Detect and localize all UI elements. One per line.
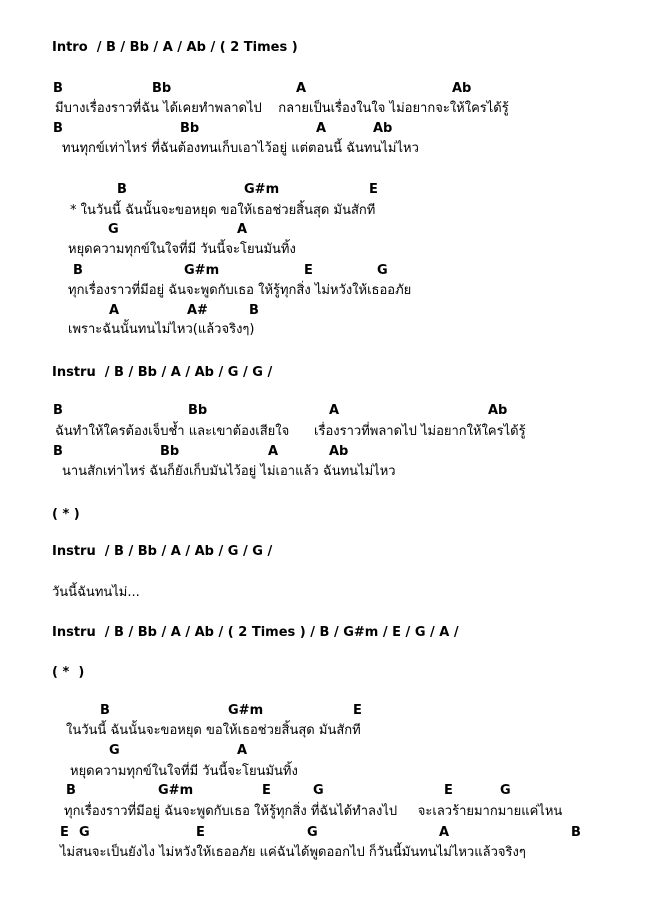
chorus-repeat-marker: ( * ) bbox=[52, 507, 80, 522]
chord: B bbox=[117, 182, 127, 197]
chord: G bbox=[313, 783, 324, 798]
instru-line-2: Instru / B / Bb / A / Ab / G / G / bbox=[52, 544, 273, 559]
spoken-line: วันนี้ฉันทนไม่... bbox=[52, 585, 140, 600]
lyric-line: เพราะฉันนั้นทนไม่ไหว(แล้วจริงๆ) bbox=[68, 322, 255, 337]
chord: A bbox=[329, 403, 340, 418]
lyric-line: * ในวันนี้ ฉันนั้นจะขอหยุด ขอให้เธอช่วยสิ้นสุด มันสักที bbox=[70, 203, 376, 218]
chord: B bbox=[53, 121, 63, 136]
chord: E bbox=[444, 783, 453, 798]
chord: B bbox=[53, 81, 63, 96]
chord: G#m bbox=[244, 182, 280, 197]
chord: Bb bbox=[180, 121, 200, 136]
chord: B bbox=[53, 444, 63, 459]
lyric-line: ทนทุกข์เท่าไหร่ ที่ฉันต้องทนเก็บเอาไว้อยู่ แต่ตอนนี้ ฉันทนไม่ไหว bbox=[62, 141, 419, 156]
chord: G bbox=[108, 222, 119, 237]
chord: A bbox=[109, 303, 120, 318]
lyric-line: นานสักเท่าไหร่ ฉันก็ยังเก็บมันไว้อยู่ ไม่เอาแล้ว ฉันทนไม่ไหว bbox=[62, 464, 396, 479]
chord: B bbox=[100, 703, 110, 718]
chord: G bbox=[307, 825, 318, 840]
lyric-line: ทุกเรื่องราวที่มีอยู่ ฉันจะพูดกับเธอ ให้รู้ทุกสิ่ง ที่ฉันได้ทำลงไป จะเลวร้ายมากมายแค่ไหน bbox=[64, 804, 563, 819]
chord: A bbox=[268, 444, 279, 459]
chord: G#m bbox=[158, 783, 194, 798]
chord: G bbox=[109, 743, 120, 758]
chord: G bbox=[500, 783, 511, 798]
chord: A bbox=[237, 743, 248, 758]
chord: G#m bbox=[184, 263, 220, 278]
intro-line: Intro / B / Bb / A / Ab / ( 2 Times ) bbox=[52, 40, 298, 55]
chord: A bbox=[439, 825, 450, 840]
chord: A bbox=[296, 81, 307, 96]
lyric-line: ในวันนี้ ฉันนั้นจะขอหยุด ขอให้เธอช่วยสิ้นสุด มันสักที bbox=[66, 723, 361, 738]
chord: Ab bbox=[373, 121, 393, 136]
chord: Ab bbox=[452, 81, 472, 96]
chord: Bb bbox=[160, 444, 180, 459]
chord: Ab bbox=[488, 403, 508, 418]
lyric-line: มีบางเรื่องราวที่ฉัน ได้เคยทำพลาดไป กลายเป็นเรื่องในใจ ไม่อยากจะให้ใครได้รู้ bbox=[55, 101, 509, 116]
chord: G bbox=[79, 825, 90, 840]
chord: B bbox=[249, 303, 259, 318]
chord: B bbox=[73, 263, 83, 278]
chord: A bbox=[316, 121, 327, 136]
lyric-line: ไม่สนจะเป็นยังไง ไม่หวังให้เธออภัย แค่ฉันได้พูดออกไป ก็วันนี้มันทนไม่ไหวแล้วจริงๆ bbox=[60, 845, 526, 860]
chord: B bbox=[571, 825, 581, 840]
instru-line-3: Instru / B / Bb / A / Ab / ( 2 Times ) / B / G#m / E / G / A / bbox=[52, 625, 459, 640]
chord: Ab bbox=[329, 444, 349, 459]
lyric-line: ฉันทำให้ใครต้องเจ็บช้ำ และเขาต้องเสียใจ เรื่องราวที่พลาดไป ไม่อยากให้ใครได้รู้ bbox=[55, 424, 526, 439]
chord: Bb bbox=[188, 403, 208, 418]
chord: E bbox=[369, 182, 378, 197]
lyric-line: ทุกเรื่องราวที่มีอยู่ ฉันจะพูดกับเธอ ให้รู้ทุกสิ่ง ไม่หวังให้เธออภัย bbox=[68, 283, 412, 298]
chord: G#m bbox=[228, 703, 264, 718]
chord: G bbox=[377, 263, 388, 278]
chord: Bb bbox=[152, 81, 172, 96]
chord: A# bbox=[187, 303, 208, 318]
chord: E bbox=[353, 703, 362, 718]
chord: A bbox=[237, 222, 248, 237]
lyric-line: หยุดความทุกข์ในใจที่มี วันนี้จะโยนมันทิ้ง bbox=[70, 764, 298, 779]
chorus-repeat-marker: ( * ) bbox=[52, 665, 85, 680]
chord: E bbox=[262, 783, 271, 798]
chord: E bbox=[304, 263, 313, 278]
chord: B bbox=[66, 783, 76, 798]
chord: E bbox=[196, 825, 205, 840]
lyric-line: หยุดความทุกข์ในใจที่มี วันนี้จะโยนมันทิ้ง bbox=[68, 242, 296, 257]
instru-line-1: Instru / B / Bb / A / Ab / G / G / bbox=[52, 365, 273, 380]
chord: B bbox=[53, 403, 63, 418]
chord: E bbox=[60, 825, 69, 840]
